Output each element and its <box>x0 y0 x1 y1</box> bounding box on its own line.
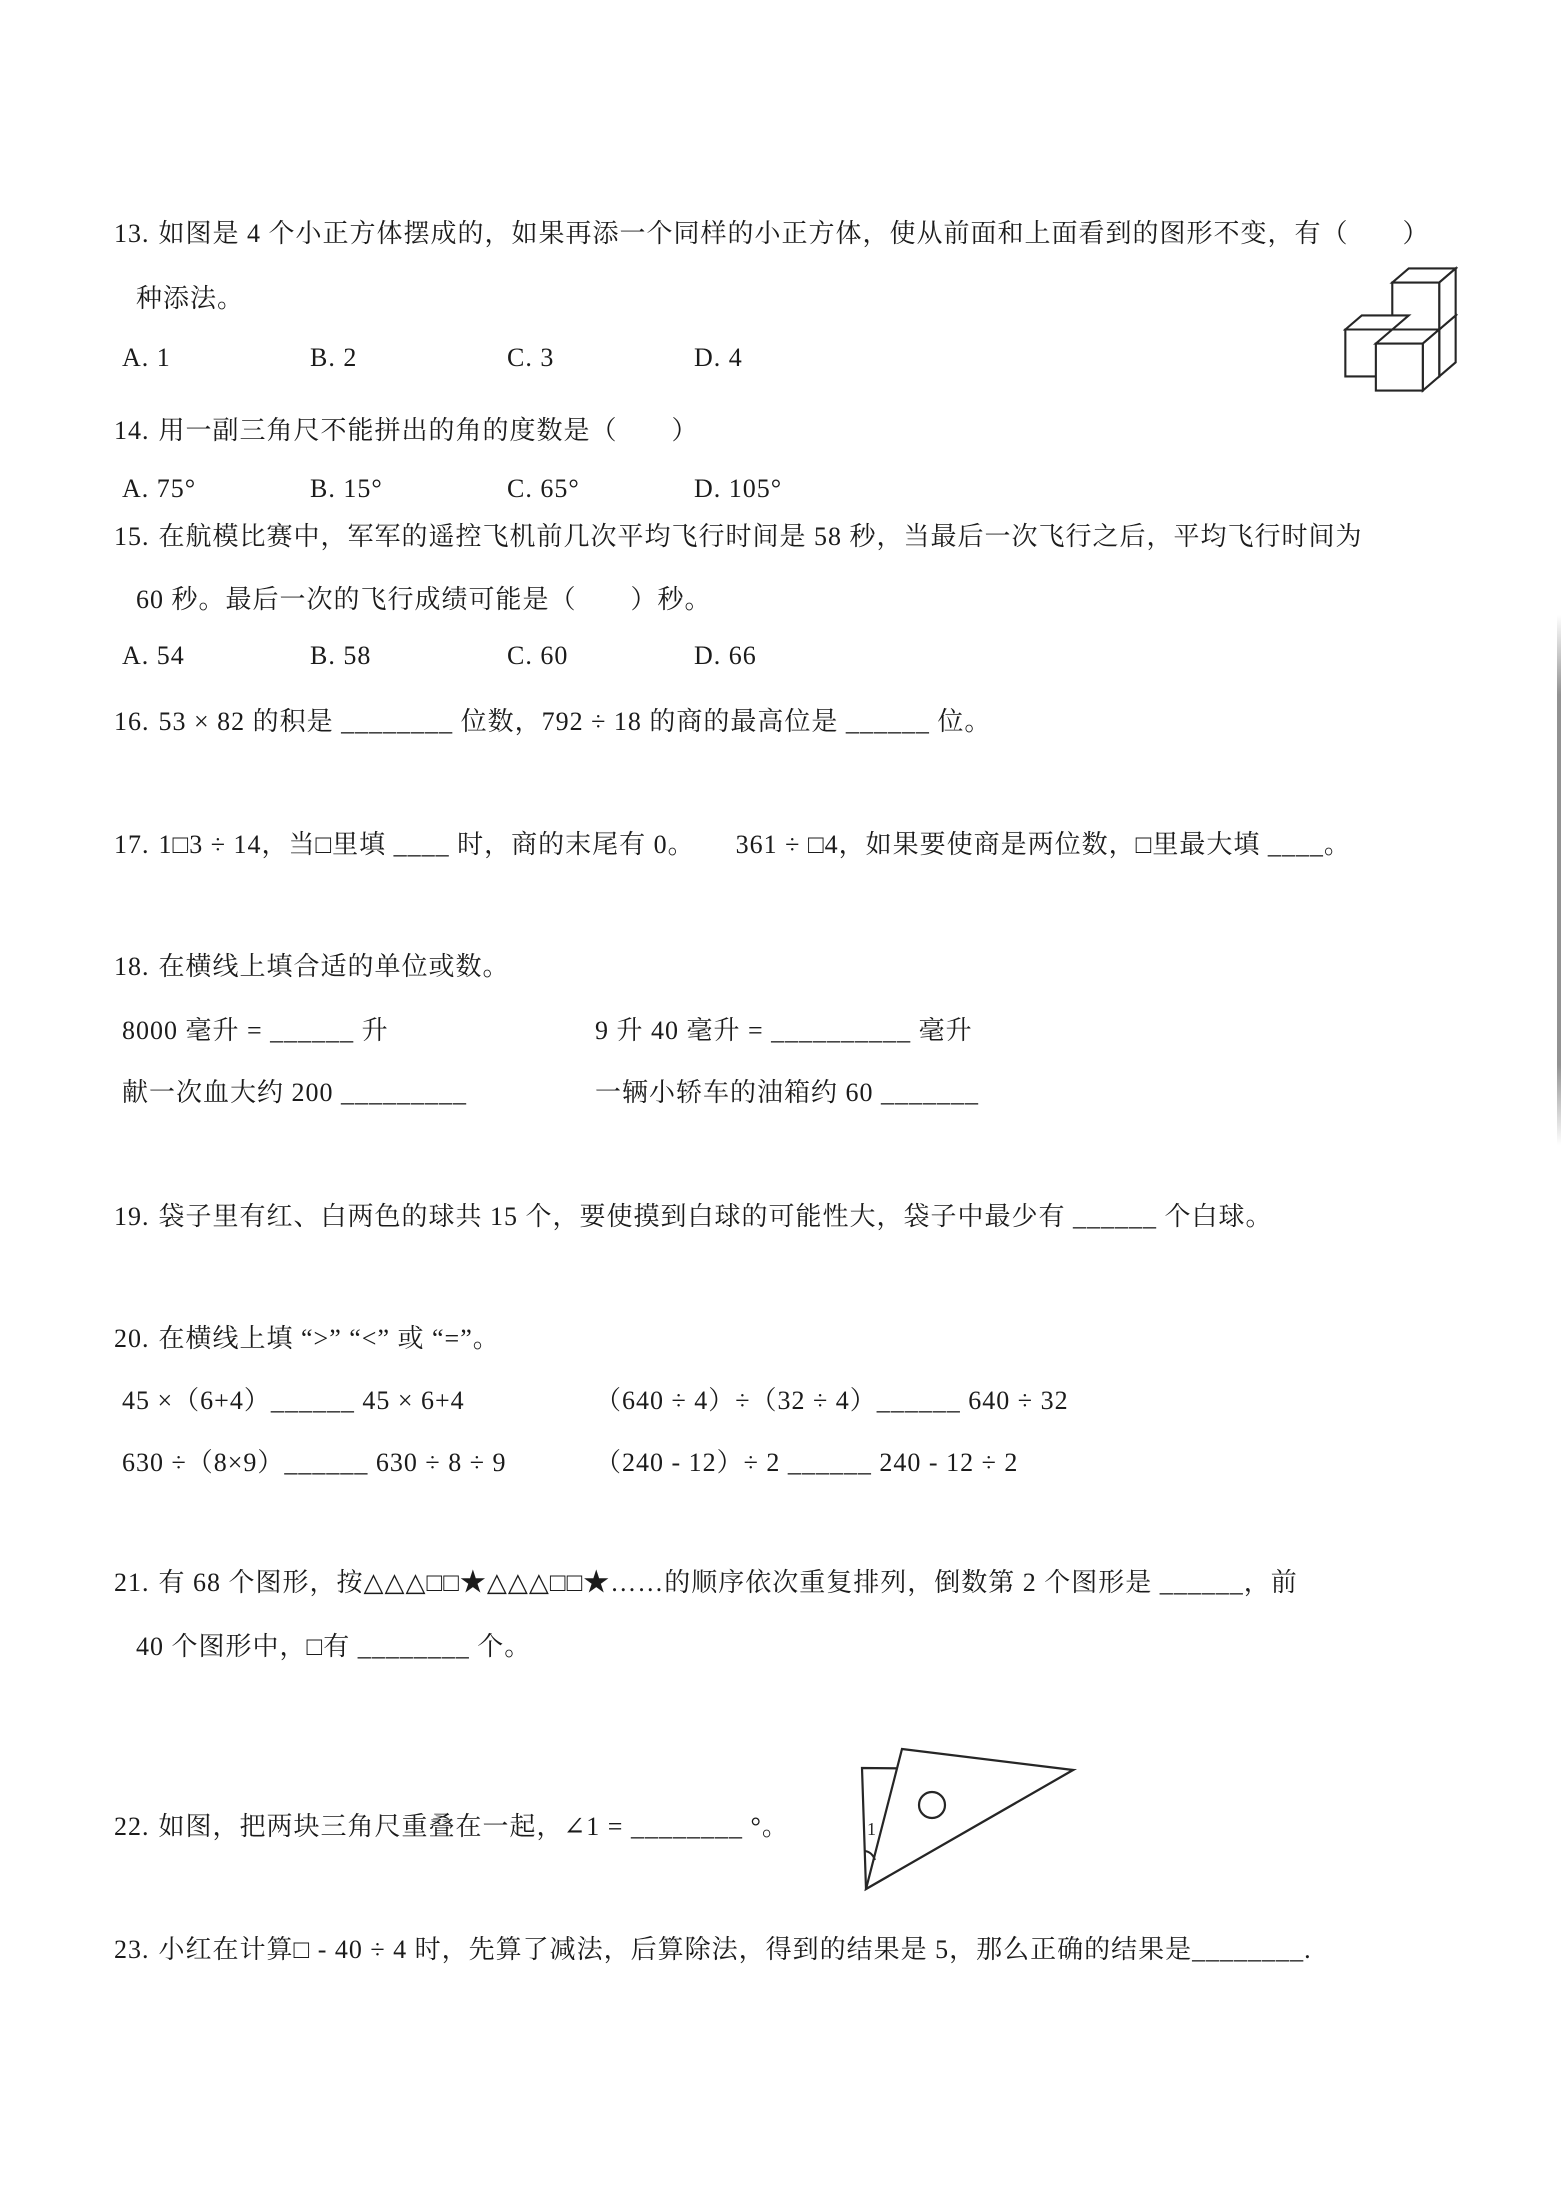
question-22-text: 如图，把两块三角尺重叠在一起，∠1 = ________ °。 <box>158 1812 789 1841</box>
question-15-line-1 <box>114 516 1363 553</box>
question-13-option-a: A. 1 <box>122 343 171 372</box>
question-20-text: 在横线上填 “>” “<” 或 “=”。 <box>158 1324 500 1353</box>
question-23-number: 23. <box>114 1935 150 1964</box>
question-15-option-c: C. 60 <box>507 641 569 670</box>
question-18-line-1 <box>114 946 510 983</box>
question-13-option-b: B. 2 <box>310 343 358 372</box>
question-23-text: 小红在计算□ - 40 ÷ 4 时，先算了减法，后算除法，得到的结果是 5，那么正确的结果是________. <box>158 1935 1312 1964</box>
question-13-options <box>122 343 743 373</box>
triangle-rulers-figure <box>855 1735 1095 1905</box>
question-18-blank-blood-unit: 献一次血大约 200 _________ <box>122 1078 468 1107</box>
question-13-line-1 <box>114 213 1430 250</box>
question-13-option-d: D. 4 <box>694 343 743 372</box>
question-17-text: 1□3 ÷ 14，当□里填 ____ 时，商的末尾有 0。 361 ÷ □4，如果要使商是两位数，□里最大填 ____。 <box>158 830 1351 859</box>
question-14-option-b: B. 15° <box>310 474 383 503</box>
question-23-line-1 <box>114 1929 1312 1966</box>
question-17-number: 17. <box>114 830 150 859</box>
question-20-compare-2: （640 ÷ 4）÷（32 ÷ 4）______ 640 ÷ 32 <box>595 1386 1069 1415</box>
question-20-line-1 <box>114 1318 500 1355</box>
question-14-number: 14. <box>114 416 150 445</box>
question-13-text: 如图是 4 个小正方体摆成的，如果再添一个同样的小正方体，使从前面和上面看到的图形不变，有（ ） <box>158 219 1430 248</box>
question-14-text: 用一副三角尺不能拼出的角的度数是（ ） <box>158 416 699 445</box>
question-20-row-2 <box>122 1442 1018 1479</box>
question-20-compare-3: 630 ÷（8×9）______ 630 ÷ 8 ÷ 9 <box>122 1448 507 1477</box>
question-13-line-2: 种添法。 <box>136 284 245 313</box>
question-22-line-1 <box>114 1806 789 1843</box>
question-20-compare-4: （240 - 12）÷ 2 ______ 240 - 12 ÷ 2 <box>595 1448 1019 1477</box>
question-20-number: 20. <box>114 1324 150 1353</box>
angle-1-arc <box>865 1851 875 1860</box>
question-18-blank-car-tank-unit: 一辆小轿车的油箱约 60 _______ <box>595 1078 980 1107</box>
cube-stack-figure <box>1343 266 1458 393</box>
question-18-blank-l-ml-to-ml: 9 升 40 毫升 = __________ 毫升 <box>595 1016 973 1045</box>
question-19-text: 袋子里有红、白两色的球共 15 个，要使摸到白球的可能性大，袋子中最少有 ______ 个白球。 <box>158 1202 1273 1231</box>
front-set-square <box>866 1749 1073 1889</box>
question-19-number: 19. <box>114 1202 150 1231</box>
angle-1-label: 1 <box>867 1819 877 1839</box>
question-15-options <box>122 641 757 671</box>
question-18-blank-ml-to-l: 8000 毫升 = ______ 升 <box>122 1016 389 1045</box>
question-20-row-1 <box>122 1380 1069 1417</box>
question-21-text: 有 68 个图形，按△△△□□★△△△□□★……的顺序依次重复排列，倒数第 2 个图形是 ______，前 <box>158 1568 1298 1597</box>
question-18-number: 18. <box>114 952 150 981</box>
question-19-line-1 <box>114 1196 1273 1233</box>
question-13-number: 13. <box>114 219 150 248</box>
question-15-option-d: D. 66 <box>694 641 757 670</box>
question-13-option-c: C. 3 <box>507 343 555 372</box>
question-15-option-a: A. 54 <box>122 641 185 670</box>
question-16-line-1 <box>114 701 991 738</box>
scan-edge-artifact <box>1557 615 1561 1145</box>
question-14-options <box>122 474 782 504</box>
question-14-option-c: C. 65° <box>507 474 580 503</box>
question-15-number: 15. <box>114 522 150 551</box>
question-18-row-1 <box>122 1010 973 1047</box>
question-15-text: 在航模比赛中，军军的遥控飞机前几次平均飞行时间是 58 秒，当最后一次飞行之后，平均飞行时间为 <box>158 522 1363 551</box>
question-16-text: 53 × 82 的积是 ________ 位数，792 ÷ 18 的商的最高位是 ______ 位。 <box>158 707 992 736</box>
question-16-number: 16. <box>114 707 150 736</box>
question-18-row-2 <box>122 1072 979 1109</box>
question-22-number: 22. <box>114 1812 150 1841</box>
question-21-line-1 <box>114 1562 1298 1599</box>
question-21-number: 21. <box>114 1568 150 1597</box>
question-14-option-a: A. 75° <box>122 474 197 503</box>
question-17-line-1 <box>114 824 1351 861</box>
question-15-option-b: B. 58 <box>310 641 372 670</box>
question-20-compare-1: 45 ×（6+4）______ 45 × 6+4 <box>122 1386 465 1415</box>
question-15-line-2: 60 秒。最后一次的飞行成绩可能是（ ）秒。 <box>136 585 712 614</box>
question-18-text: 在横线上填合适的单位或数。 <box>158 952 510 981</box>
question-21-line-2: 40 个图形中，□有 ________ 个。 <box>136 1632 532 1661</box>
question-14-line-1 <box>114 410 699 447</box>
question-14-option-d: D. 105° <box>694 474 783 503</box>
